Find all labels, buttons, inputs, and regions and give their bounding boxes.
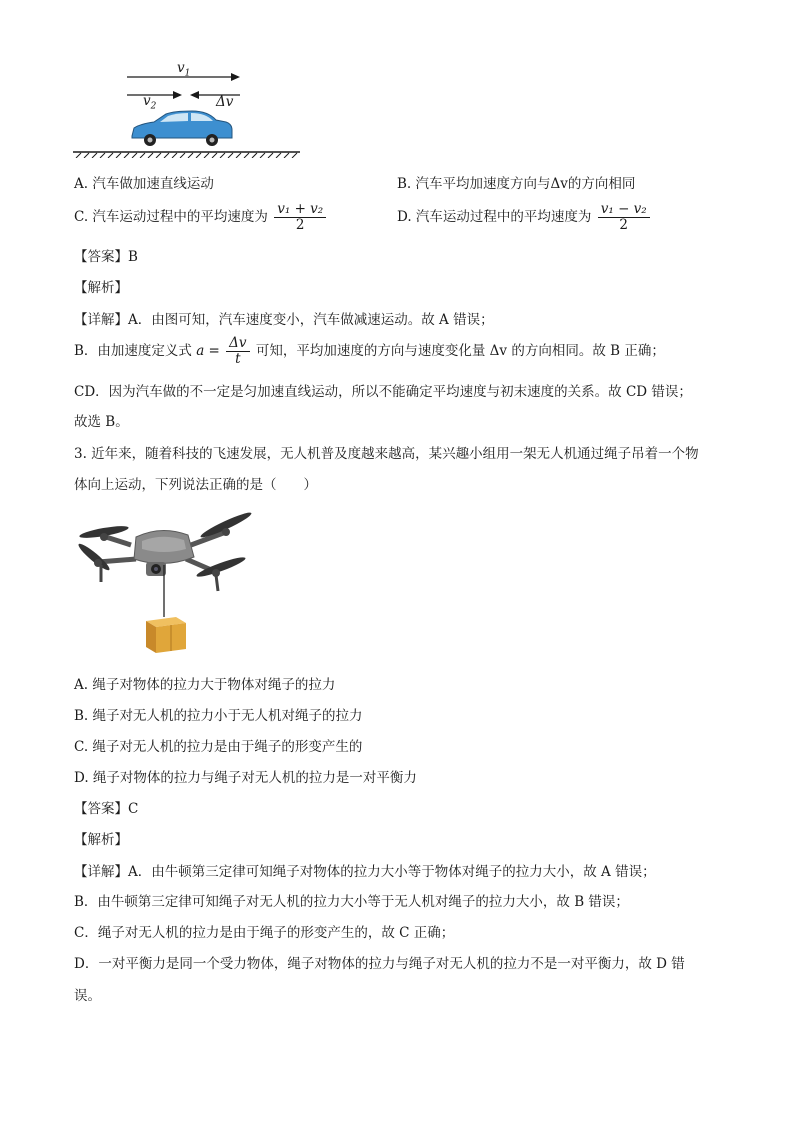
- q3-option-d: D. 绳子对物体的拉力与绳子对无人机的拉力是一对平衡力: [74, 770, 417, 786]
- q2-option-b: B. 汽车平均加速度方向与Δv的方向相同: [397, 176, 636, 192]
- q3-option-c: C. 绳子对无人机的拉力是由于绳子的形变产生的: [74, 739, 363, 755]
- q3-detail-d-line1: D．一对平衡力是同一个受力物体，绳子对物体的拉力与绳子对无人机的拉力不是一对平衡力，故 D 错: [74, 956, 685, 972]
- drone-carrying-box-illustration: [76, 507, 266, 657]
- q3-detail-b: B．由牛顿第三定律可知绳子对无人机的拉力大小等于无人机对绳子的拉力大小，故 B 错误；: [74, 894, 629, 910]
- q3-option-b: B. 绳子对无人机的拉力小于无人机对绳子的拉力: [74, 708, 363, 724]
- cardboard-box-icon: [146, 617, 186, 653]
- q2-option-c: C. 汽车运动过程中的平均速度为 $\frac{\text{v₁ + v₂}}{2}$: [74, 202, 328, 233]
- q3-analysis-heading: 【解析】: [74, 832, 128, 848]
- q3-detail-d-line2: 误。: [74, 988, 101, 1004]
- q3-detail-c: C．绳子对无人机的拉力是由于绳子的形变产生的，故 C 正确；: [74, 925, 455, 941]
- q2-analysis-heading: 【解析】: [74, 280, 128, 296]
- delta-v-label: Δv: [216, 94, 234, 110]
- q3-stem-line2: 体向上运动，下列说法正确的是（ ）: [74, 477, 317, 493]
- v2-label: $v_2$: [143, 93, 157, 112]
- q2-conclusion: 故选 B。: [74, 414, 129, 430]
- q2-detail-b: B．由加速度定义式 a = $\frac{\Delta v}{t}$ 可知，平均加速度的方向与速度变化量 Δv 的方向相同。故 B 正确；: [74, 335, 665, 367]
- q2-detail-cd: CD．因为汽车做的不一定是匀加速直线运动，所以不能确定平均速度与初末速度的关系。故 CD 错误；: [74, 384, 692, 400]
- car-icon: [132, 111, 232, 146]
- q2-option-a: A. 汽车做加速直线运动: [74, 176, 214, 192]
- q3-option-a: A. 绳子对物体的拉力大于物体对绳子的拉力: [74, 677, 336, 693]
- q2-option-d: D. 汽车运动过程中的平均速度为 $\frac{\text{v₁ − v₂}}{2}$: [397, 202, 652, 233]
- q2-answer: 【答案】B: [74, 249, 138, 265]
- v1-label: $v_1$: [177, 60, 191, 79]
- q3-answer: 【答案】C: [74, 801, 139, 817]
- q2-detail-a: 【详解】A．由图可知，汽车速度变小，汽车做减速运动。故 A 错误；: [74, 312, 494, 328]
- q3-stem-line1: 3. 近年来，随着科技的飞速发展，无人机普及度越来越高，某兴趣小组用一架无人机通过绳子吊着一个物: [74, 446, 699, 462]
- q3-detail-a: 【详解】A．由牛顿第三定律可知绳子对物体的拉力大小等于物体对绳子的拉力大小，故 A 错误；: [74, 864, 656, 880]
